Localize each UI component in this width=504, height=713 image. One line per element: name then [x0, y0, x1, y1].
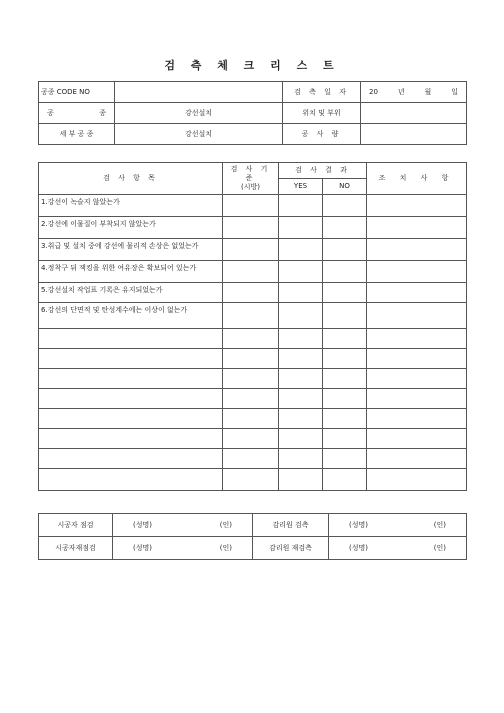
checklist-standard-cell: [223, 283, 279, 303]
checklist-no-cell: [323, 303, 367, 329]
table-row: [39, 449, 467, 469]
checklist-item: [39, 429, 223, 449]
checklist-no-cell: [323, 217, 367, 239]
checklist-yes-cell: [279, 409, 323, 429]
checklist-no-cell: [323, 369, 367, 389]
checklist-no-cell: [323, 389, 367, 409]
table-row: [39, 429, 467, 449]
name-mark: (성명): [349, 543, 368, 552]
checklist-action-cell: [367, 409, 467, 429]
header-info-table: [38, 81, 467, 145]
checklist-no-cell: [323, 239, 367, 261]
col-standard-header: [223, 163, 279, 195]
name-mark: (성명): [133, 543, 152, 552]
checklist-action-cell: [367, 449, 467, 469]
checklist-yes-cell: [279, 283, 323, 303]
checklist-yes-cell: [279, 449, 323, 469]
inspection-date-value: [361, 82, 467, 103]
checklist-standard-cell: [223, 469, 279, 491]
table-row: [39, 389, 467, 409]
table-row: [39, 283, 467, 303]
table-row: [39, 261, 467, 283]
contractor-check-sign: [113, 514, 253, 537]
sub-work-value: 강선설치: [115, 124, 283, 145]
checklist-action-cell: [367, 349, 467, 369]
checklist-no-cell: [323, 429, 367, 449]
checklist-standard-cell: [223, 429, 279, 449]
checklist-action-cell: [367, 303, 467, 329]
checklist-yes-cell: [279, 429, 323, 449]
date-month-unit: 월: [424, 87, 432, 96]
checklist-action-cell: [367, 369, 467, 389]
checklist-no-cell: [323, 449, 367, 469]
checklist-no-cell: [323, 469, 367, 491]
date-day-unit: 일: [451, 87, 458, 96]
checklist-action-cell: [367, 195, 467, 217]
location-value: [361, 103, 467, 124]
col-item-header: 검 사 항 목: [39, 163, 223, 195]
work-type-value: 강선설치: [115, 103, 283, 124]
document-title: 검 측 체 크 리 스 트: [164, 59, 340, 72]
work-type-label-b: 종: [99, 108, 106, 117]
name-mark: (성명): [133, 520, 152, 529]
table-row: [39, 217, 467, 239]
col-action-header: 조 치 사 항: [367, 163, 467, 195]
table-row: [39, 303, 467, 329]
checklist-standard-cell: [223, 349, 279, 369]
table-row: [39, 369, 467, 389]
checklist-no-cell: [323, 329, 367, 349]
checklist-item: [39, 409, 223, 429]
contractor-recheck-sign: [113, 537, 253, 560]
checklist-no-cell: [323, 349, 367, 369]
supervisor-check-sign: [329, 514, 467, 537]
location-label: 위치 및 부위: [283, 103, 361, 124]
contractor-recheck-label: 시공자재점검: [39, 537, 113, 560]
checklist-yes-cell: [279, 329, 323, 349]
table-row: [39, 195, 467, 217]
signature-table: [38, 513, 467, 560]
col-yes-header: YES: [279, 179, 323, 195]
date-year: 20: [369, 87, 378, 96]
table-row: [39, 409, 467, 429]
checklist-action-cell: [367, 283, 467, 303]
checklist-item: [39, 449, 223, 469]
checklist-no-cell: [323, 409, 367, 429]
checklist-table: [38, 162, 467, 491]
checklist-action-cell: [367, 239, 467, 261]
checklist-action-cell: [367, 217, 467, 239]
checklist-item: [39, 469, 223, 491]
col-no-header: NO: [323, 179, 367, 195]
seal-mark: (인): [433, 543, 446, 552]
col-standard-label: 검 사 기 준: [230, 165, 271, 182]
table-row: [39, 239, 467, 261]
checklist-standard-cell: [223, 195, 279, 217]
col-result-header: 검 사 결 과: [279, 163, 367, 179]
checklist-standard-cell: [223, 303, 279, 329]
supervisor-check-label: 감리원 검측: [253, 514, 329, 537]
checklist-standard-cell: [223, 329, 279, 349]
seal-mark: (인): [219, 520, 232, 529]
checklist-item: [39, 349, 223, 369]
checklist-standard-cell: [223, 261, 279, 283]
project-code-value: [115, 82, 283, 103]
sub-work-label: 세 부 공 종: [39, 124, 115, 145]
quantity-label: 공 사 량: [283, 124, 361, 145]
checklist-yes-cell: [279, 369, 323, 389]
checklist-item: 3.취급 및 설치 중에 강선에 물리적 손상은 없었는가: [39, 239, 223, 261]
work-type-label: [39, 103, 115, 124]
seal-mark: (인): [219, 543, 232, 552]
checklist-yes-cell: [279, 389, 323, 409]
checklist-item: 4.정착구 뒤 잭킹을 위한 여유장은 확보되어 있는가: [39, 261, 223, 283]
table-row: [39, 469, 467, 491]
project-code-label: 공종 CODE NO: [39, 82, 115, 103]
checklist-standard-cell: [223, 389, 279, 409]
checklist-no-cell: [323, 283, 367, 303]
checklist-item: [39, 369, 223, 389]
table-row: [39, 349, 467, 369]
supervisor-recheck-sign: [329, 537, 467, 560]
checklist-action-cell: [367, 329, 467, 349]
col-standard-sub: (시방): [241, 183, 260, 191]
checklist-yes-cell: [279, 303, 323, 329]
checklist-standard-cell: [223, 409, 279, 429]
checklist-standard-cell: [223, 217, 279, 239]
checklist-yes-cell: [279, 239, 323, 261]
supervisor-recheck-label: 감리원 재검측: [253, 537, 329, 560]
checklist-item: 5.강선설치 작업표 기록은 유지되었는가: [39, 283, 223, 303]
checklist-yes-cell: [279, 217, 323, 239]
checklist-item: [39, 389, 223, 409]
checklist-item: 6.강선의 단면적 및 탄성계수에는 이상이 없는가: [39, 303, 223, 329]
checklist-item: [39, 329, 223, 349]
quantity-value: [361, 124, 467, 145]
checklist-yes-cell: [279, 349, 323, 369]
table-row: [39, 329, 467, 349]
checklist-action-cell: [367, 469, 467, 491]
checklist-yes-cell: [279, 195, 323, 217]
checklist-no-cell: [323, 195, 367, 217]
work-type-label-a: 공: [47, 108, 54, 117]
inspection-date-label: 검 측 일 자: [283, 82, 361, 103]
contractor-check-label: 시공자 점검: [39, 514, 113, 537]
checklist-standard-cell: [223, 239, 279, 261]
seal-mark: (인): [433, 520, 446, 529]
date-year-unit: 년: [397, 87, 405, 96]
checklist-yes-cell: [279, 469, 323, 491]
checklist-action-cell: [367, 261, 467, 283]
checklist-standard-cell: [223, 449, 279, 469]
checklist-standard-cell: [223, 369, 279, 389]
checklist-action-cell: [367, 429, 467, 449]
checklist-action-cell: [367, 389, 467, 409]
checklist-no-cell: [323, 261, 367, 283]
checklist-item: 1.강선이 녹슬지 않았는가: [39, 195, 223, 217]
name-mark: (성명): [349, 520, 368, 529]
checklist-yes-cell: [279, 261, 323, 283]
checklist-item: 2.강선에 이물질이 부착되지 않았는가: [39, 217, 223, 239]
